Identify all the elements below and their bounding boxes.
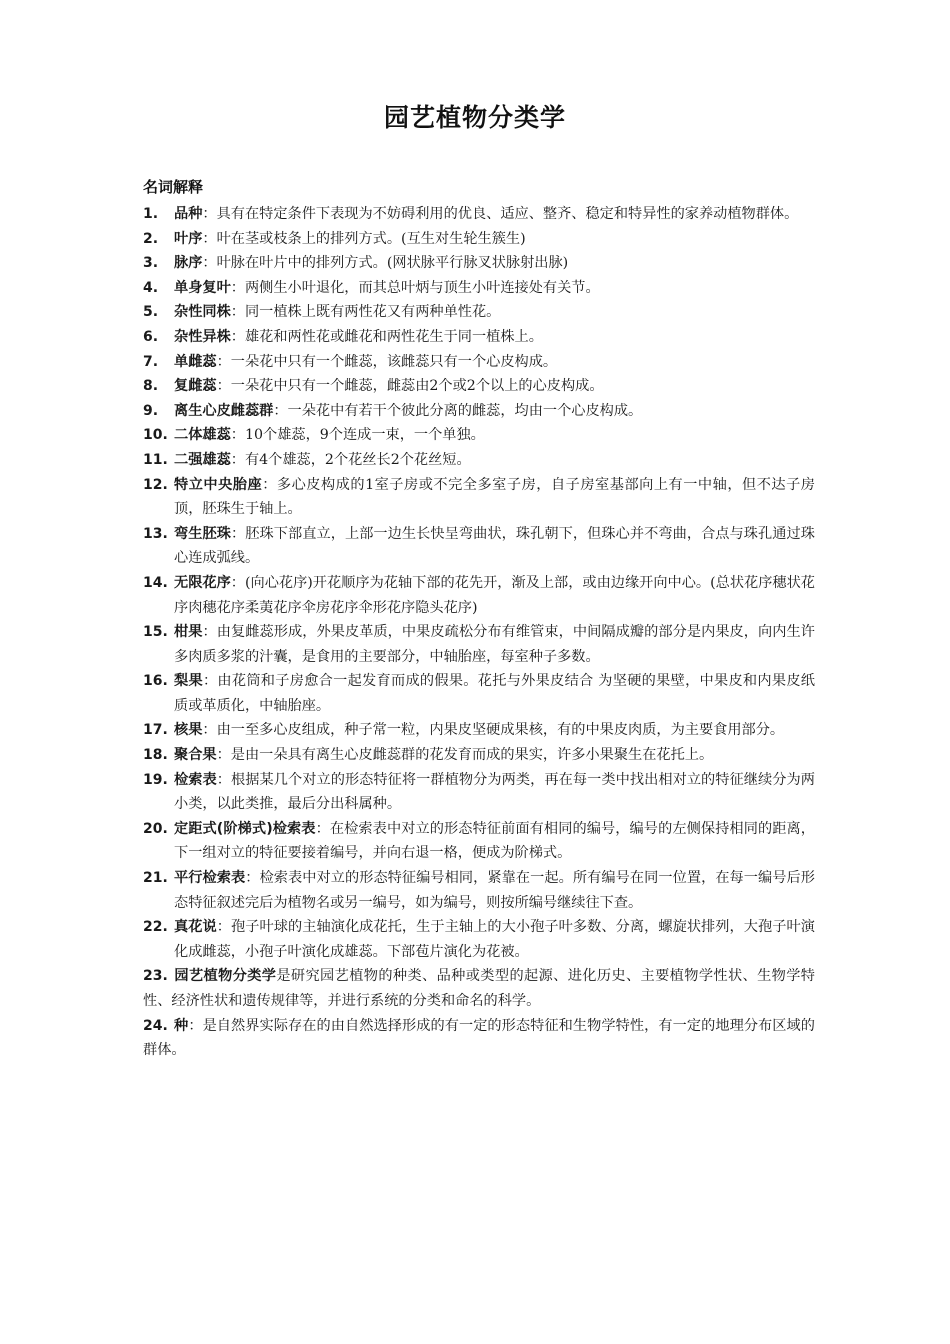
term-definition: 同一植株上既有两性花又有两种单性花。 bbox=[244, 304, 501, 321]
term-number: 12. bbox=[143, 476, 168, 493]
term-definition: 由花筒和子房愈合一起发育而成的假果。花托与外果皮结合 为坚硬的果壁，中果皮和内果皮纸质或革质化，中轴胎座。 bbox=[174, 673, 815, 714]
term-separator: ： bbox=[230, 525, 246, 542]
term-item bbox=[143, 325, 815, 350]
term-item bbox=[143, 669, 815, 718]
term-definition: 由复雌蕊形成，外果皮革质，中果皮疏松分布有维管束，中间隔成瓣的部分是内果皮，向内生许多肉质多浆的汁囊，是食用的主要部分，中轴胎座，每室种子多数。 bbox=[174, 624, 815, 665]
term-number: 14. bbox=[143, 574, 168, 591]
term-item bbox=[143, 202, 815, 227]
term-number: 24. bbox=[143, 1017, 168, 1034]
term-number: 15. bbox=[143, 624, 168, 641]
term-item bbox=[143, 423, 815, 448]
term-name: 脉序 bbox=[174, 255, 203, 272]
term-separator: ： bbox=[230, 279, 245, 296]
term-item bbox=[143, 743, 815, 768]
term-name: 无限花序 bbox=[174, 574, 231, 591]
term-definition: 一朵花中只有一个雌蕊，雌蕊由2个或2个以上的心皮构成。 bbox=[230, 378, 604, 395]
term-item bbox=[143, 620, 815, 669]
term-definition: 是自然界实际存在的由自然选择形成的有一定的形态特征和生物学特性，有一定的地理分布区域的群体。 bbox=[143, 1017, 815, 1059]
term-item bbox=[143, 718, 815, 743]
term-number: 8. bbox=[143, 378, 159, 395]
term-number: 23. bbox=[143, 968, 168, 985]
term-name: 检索表 bbox=[174, 771, 217, 788]
term-number: 19. bbox=[143, 771, 168, 788]
term-number: 9. bbox=[143, 402, 159, 419]
term-number: 17. bbox=[143, 722, 168, 739]
term-name: 弯生胚珠 bbox=[174, 525, 231, 542]
term-item bbox=[143, 251, 815, 276]
term-name: 二体雄蕊 bbox=[174, 427, 231, 444]
term-number: 1. bbox=[143, 206, 159, 222]
term-number: 21. bbox=[143, 870, 168, 887]
term-definition: 胚珠下部直立，上部一边生长快呈弯曲状，珠孔朝下，但珠心并不弯曲，合点与珠孔通过珠心连成弧线。 bbox=[174, 525, 815, 567]
term-definition: 有4个雄蕊，2个花丝长2个花丝短。 bbox=[244, 451, 471, 468]
term-definition: 检索表中对立的形态特征编号相同，紧靠在一起。所有编号在同一位置，在每一编号后形态特征叙述完后为植物名或另一编号，如为编号，则按所编号继续往下查。 bbox=[174, 870, 815, 911]
term-separator: ： bbox=[202, 255, 217, 272]
term-number: 3. bbox=[143, 255, 159, 272]
term-separator: ： bbox=[202, 624, 217, 641]
term-item bbox=[143, 350, 815, 375]
term-separator: ： bbox=[202, 673, 218, 690]
term-number: 10. bbox=[143, 427, 168, 444]
term-number: 6. bbox=[143, 328, 159, 345]
term-item bbox=[143, 473, 815, 522]
term-name: 定距式(阶梯式)检索表 bbox=[174, 820, 316, 837]
term-name: 离生心皮雌蕊群 bbox=[174, 402, 274, 419]
term-item bbox=[143, 964, 815, 1013]
term-definition: 两侧生小叶退化，而其总叶炳与顶生小叶连接处有关节。 bbox=[244, 279, 600, 296]
term-number: 4. bbox=[143, 279, 159, 296]
term-name: 柑果 bbox=[174, 624, 203, 641]
term-item bbox=[143, 300, 815, 325]
term-separator: ： bbox=[216, 353, 231, 370]
term-item bbox=[143, 571, 815, 620]
term-name: 单身复叶 bbox=[174, 279, 231, 296]
term-name: 平行检索表 bbox=[174, 870, 246, 887]
term-separator: ： bbox=[216, 378, 231, 395]
term-item bbox=[143, 915, 815, 964]
term-name: 真花说 bbox=[174, 919, 217, 936]
term-definition: (向心花序)开花顺序为花轴下部的花先开，渐及上部，或由边缘开向中心。(总状花序穗状花序肉穗花序柔荑花序伞房花序伞形花序隐头花序) bbox=[174, 574, 815, 616]
term-item bbox=[143, 448, 815, 473]
term-separator: ： bbox=[315, 820, 330, 837]
term-separator: ： bbox=[230, 328, 245, 345]
term-item bbox=[143, 227, 815, 252]
term-separator: ： bbox=[216, 747, 231, 764]
term-separator: ： bbox=[230, 304, 245, 321]
term-name: 杂性同株 bbox=[174, 304, 231, 321]
term-name: 聚合果 bbox=[174, 747, 217, 764]
term-definition: 具有在特定条件下表现为不妨碍利用的优良、适应、整齐、稳定和特异性的家养动植物群体。 bbox=[216, 206, 799, 222]
term-definition: 10个雄蕊，9个连成一束，一个单独。 bbox=[244, 427, 485, 444]
term-item bbox=[143, 276, 815, 301]
term-name: 杂性异株 bbox=[174, 328, 231, 345]
term-list bbox=[143, 202, 815, 1063]
term-separator: ： bbox=[230, 427, 245, 444]
term-definition: 孢子叶球的主轴演化成花托，生于主轴上的大小孢子叶多数、分离，螺旋状排列，大孢子叶演化成雌蕊，小孢子叶演化成雄蕊。下部苞片演化为花被。 bbox=[174, 919, 815, 960]
term-name: 种 bbox=[174, 1017, 189, 1034]
term-definition: 根据某几个对立的形态特征将一群植物分为两类，再在每一类中找出相对立的特征继续分为两小类，以此类推，最后分出科属种。 bbox=[174, 771, 815, 813]
term-definition: 一朵花中只有一个雌蕊，该雌蕊只有一个心皮构成。 bbox=[230, 353, 558, 370]
term-separator: ： bbox=[245, 870, 260, 887]
section-heading: 名词解释 bbox=[143, 178, 204, 196]
term-number: 20. bbox=[143, 820, 168, 837]
term-name: 品种 bbox=[174, 206, 203, 222]
term-item bbox=[143, 768, 815, 817]
term-number: 2. bbox=[143, 230, 159, 247]
term-item bbox=[143, 374, 815, 399]
term-separator: ： bbox=[202, 230, 217, 247]
term-definition: 雄花和两性花或雌花和两性花生于同一植株上。 bbox=[244, 328, 543, 345]
term-number: 16. bbox=[143, 673, 168, 690]
term-number: 13. bbox=[143, 525, 168, 542]
term-definition: 叶在茎或枝条上的排列方式。(互生对生轮生簇生) bbox=[216, 230, 526, 247]
term-definition: 多心皮构成的1室子房或不完全多室子房，自子房室基部向上有一中轴，但不达子房顶，胚珠生于轴上。 bbox=[174, 476, 815, 518]
term-name: 二强雄蕊 bbox=[174, 451, 231, 468]
term-item bbox=[143, 399, 815, 424]
term-separator: ： bbox=[216, 919, 231, 936]
term-separator: ： bbox=[262, 476, 277, 493]
term-number: 11. bbox=[143, 451, 168, 468]
term-separator: ： bbox=[230, 451, 245, 468]
term-definition: 在检索表中对立的形态特征前面有相同的编号，编号的左侧保持相同的距离，下一组对立的特征要接着编号，并向右退一格，便成为阶梯式。 bbox=[174, 820, 815, 862]
term-number: 7. bbox=[143, 353, 159, 370]
term-item bbox=[143, 817, 815, 866]
term-definition: 是研究园艺植物的种类、品种或类型的起源、进化历史、主要植物学性状、生物学特性、经济性状和遗传规律等，并进行系统的分类和命名的科学。 bbox=[143, 968, 815, 1009]
term-definition: 一朵花中有若干个彼此分离的雌蕊，均由一个心皮构成。 bbox=[287, 402, 643, 419]
term-separator: ： bbox=[202, 722, 217, 739]
term-definition: 由一至多心皮组成，种子常一粒，内果皮坚硬成果核，有的中果皮肉质，为主要食用部分。 bbox=[216, 722, 785, 739]
term-item bbox=[143, 522, 815, 571]
term-name: 核果 bbox=[174, 722, 203, 739]
term-definition: 叶脉在叶片中的排列方式。(网状脉平行脉叉状脉射出脉) bbox=[216, 255, 569, 272]
term-separator: ： bbox=[230, 574, 245, 591]
term-definition: 是由一朵具有离生心皮雌蕊群的花发育而成的果实，许多小果聚生在花托上。 bbox=[230, 747, 714, 764]
term-number: 18. bbox=[143, 747, 168, 764]
term-name: 梨果 bbox=[174, 673, 203, 690]
term-item bbox=[143, 1014, 815, 1063]
term-separator: ： bbox=[216, 771, 231, 788]
term-name: 单雌蕊 bbox=[174, 353, 217, 370]
term-separator: ： bbox=[273, 402, 288, 419]
term-number: 5. bbox=[143, 304, 159, 321]
term-name: 特立中央胎座 bbox=[174, 476, 263, 493]
term-number: 22. bbox=[143, 919, 168, 936]
term-separator: ： bbox=[202, 206, 217, 222]
term-item bbox=[143, 866, 815, 915]
term-name: 叶序 bbox=[174, 230, 203, 247]
term-separator: ： bbox=[188, 1017, 203, 1034]
term-name: 复雌蕊 bbox=[174, 378, 217, 395]
page-title: 园艺植物分类学 bbox=[383, 103, 566, 132]
term-name: 园艺植物分类学 bbox=[174, 968, 277, 985]
